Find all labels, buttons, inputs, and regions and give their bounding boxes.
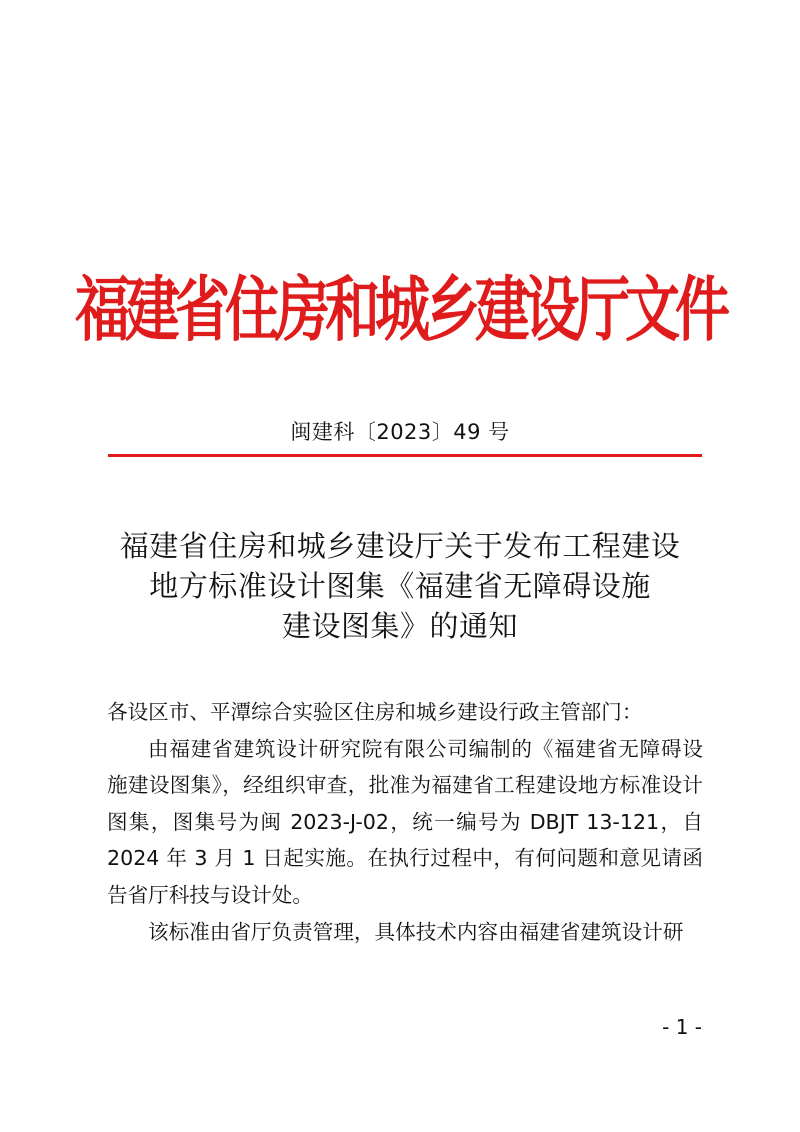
- document-header-title: 福建省住房和城乡建设厅文件: [74, 268, 725, 351]
- notice-title: [100, 526, 700, 646]
- salutation: 各设区市、平潭综合实验区住房和城乡建设行政主管部门：: [107, 700, 643, 724]
- red-divider-line: [108, 454, 702, 457]
- body-paragraph: 由福建省建筑设计研究院有限公司编制的《福建省无障碍设施建设图集》，经组织审查，批准为福建省工程建设地方标准设计图集，图集号为闽 2023-J-02，统一编号为 DBJT 13-121，自 2024 年 3 月 1 日起实施。在执行过程中，有何问题和意见请函告省厅科技与设计处。: [107, 736, 703, 907]
- notice-title-line: 建设图集》的通知: [281, 609, 518, 643]
- body-paragraph: 该标准由省厅负责管理，具体技术内容由福建省建筑设计研: [148, 919, 684, 944]
- notice-title-line: 地方标准设计图集《福建省无障碍设施: [149, 569, 651, 603]
- notice-title-line: 福建省住房和城乡建设厅关于发布工程建设: [119, 529, 681, 563]
- notice-body: [107, 694, 703, 950]
- page-number: - 1 -: [662, 1015, 702, 1039]
- document-number: 闽建科〔2023〕49 号: [290, 420, 510, 444]
